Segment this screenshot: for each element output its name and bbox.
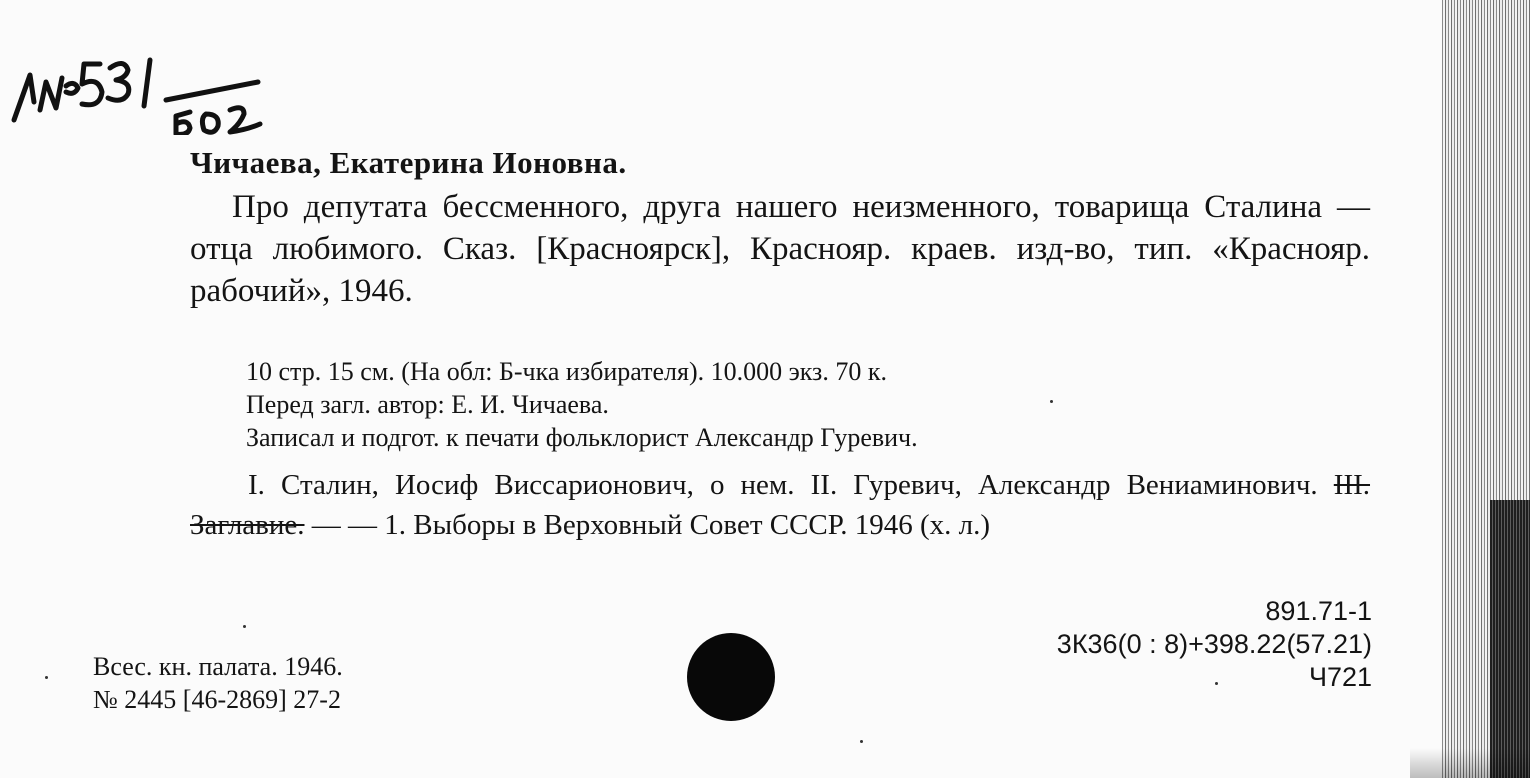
card-edge-dark-artifact xyxy=(1490,500,1530,778)
note-author-line: Перед загл. автор: Е. И. Чичаева. xyxy=(246,390,609,419)
author-mark: Ч721 xyxy=(1308,662,1372,692)
class-formula: 3К36(0 : 8)+398.22(57.21) xyxy=(1056,629,1372,659)
tracing-part2: — — 1. Выборы в Верховный Совет СССР. 1946 (х. л.) xyxy=(311,509,991,541)
title-imprint-text: Про депутата бессменного, друга нашего неизменного, товарища Сталина — отца любимого. Сказ. [Красноярск], Краснояр. краев. изд-во, тип. «Краснояр. рабочий», 1946. xyxy=(190,189,1370,309)
handwritten-inventory-number xyxy=(8,40,308,135)
scan-speck xyxy=(243,625,246,628)
scan-speck xyxy=(45,676,48,679)
tracing-struck-title: III. Заглавие. xyxy=(190,469,1371,541)
title-and-imprint xyxy=(190,186,1370,312)
publisher-line-1: Всес. кн. палата. 1946. xyxy=(93,652,343,681)
scan-speck xyxy=(1215,682,1218,685)
card-edge-shadow xyxy=(1410,748,1530,778)
scan-speck xyxy=(1050,400,1053,403)
tracings xyxy=(190,465,1370,545)
scan-speck xyxy=(860,740,863,743)
author-heading: Чичаева, Екатерина Ионовна. xyxy=(190,145,627,180)
note-recorded-line: Записал и подгот. к печати фольклорист Александр Гуревич. xyxy=(246,423,918,452)
punch-hole xyxy=(687,633,775,721)
class-number: 891.71-1 xyxy=(1265,596,1372,626)
tracing-part1: I. Сталин, Иосиф Виссарионович, о нем. II. Гуревич, Александр Вениаминович. xyxy=(248,469,1318,501)
notes-block xyxy=(246,355,1346,454)
publisher-line-2: № 2445 [46-2869] 27-2 xyxy=(93,685,341,714)
publisher-block xyxy=(93,650,343,716)
collation-line: 10 стр. 15 см. (На обл: Б-чка избирателя). 10.000 экз. 70 к. xyxy=(246,357,887,386)
classification-block xyxy=(1057,595,1372,694)
